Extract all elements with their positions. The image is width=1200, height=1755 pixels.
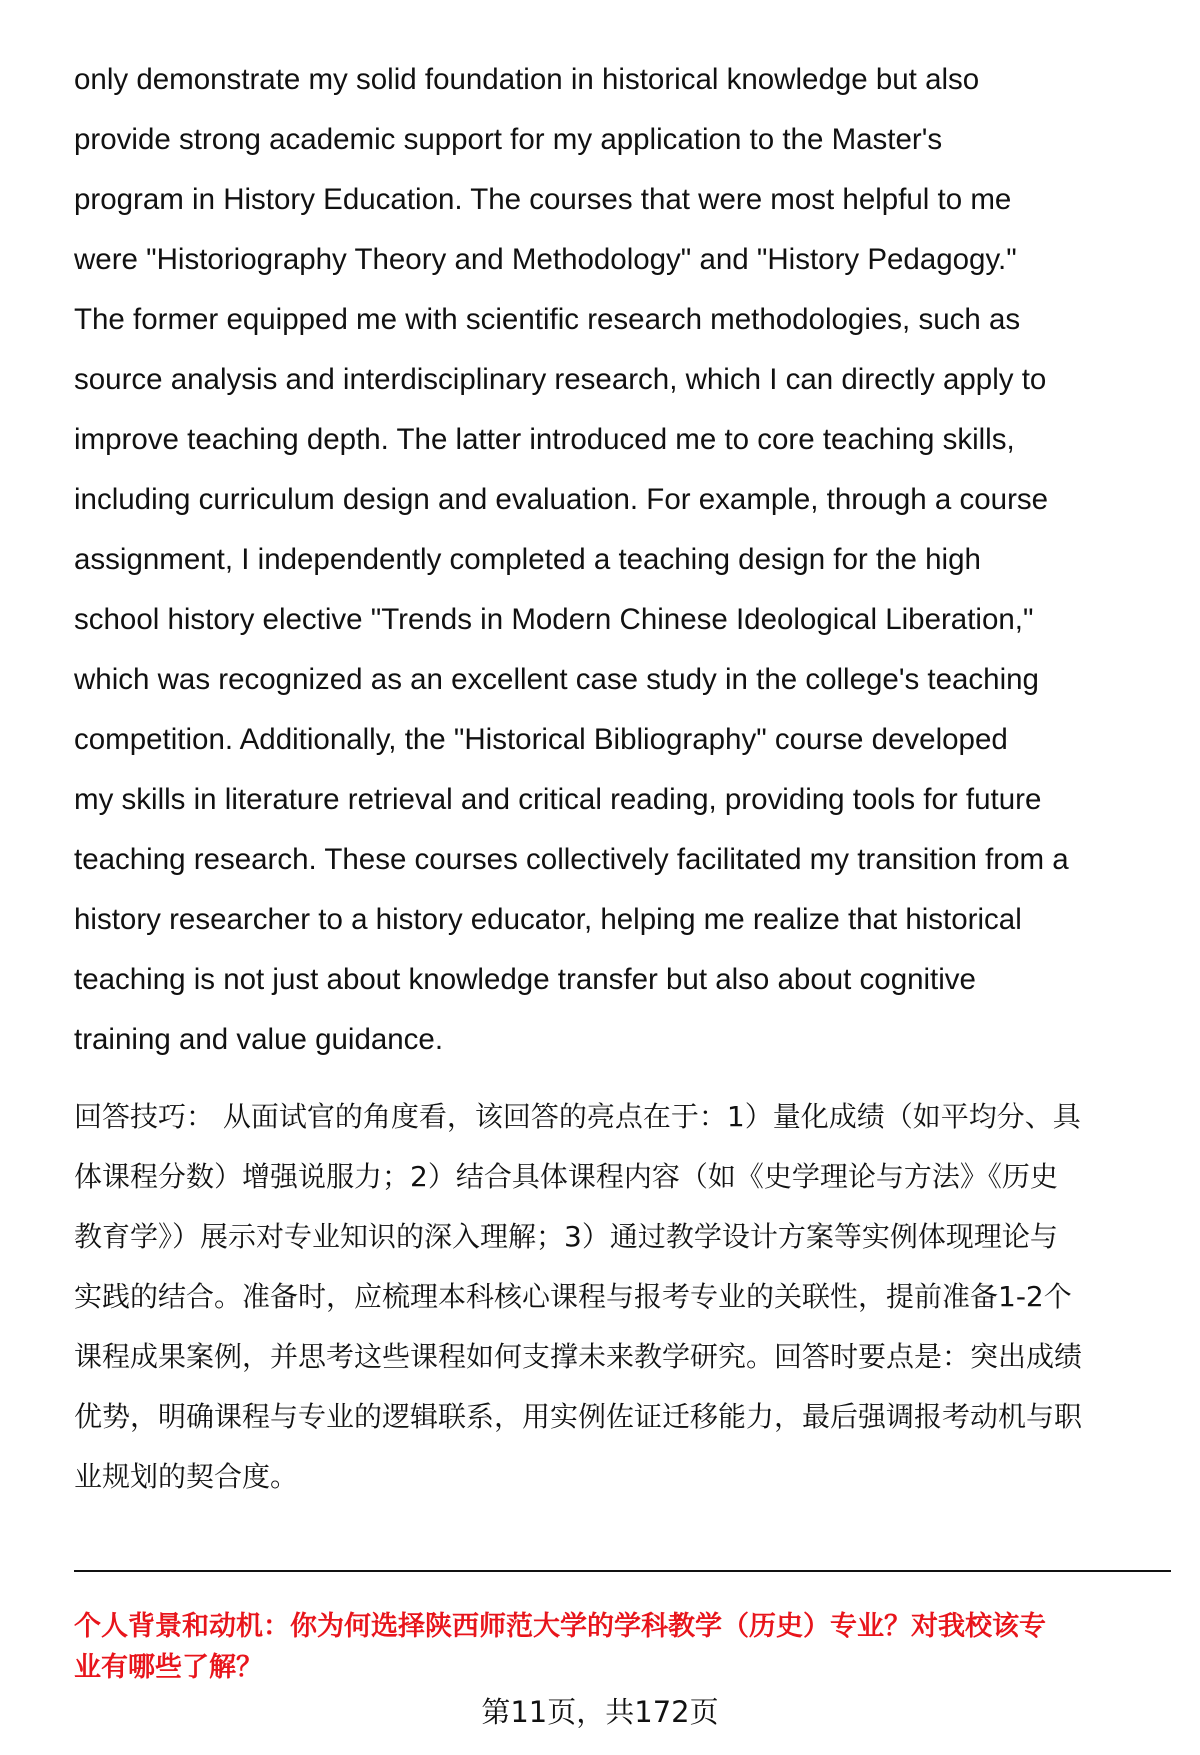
text-line: which was recognized as an excellent case study in the college's teaching [74, 663, 1039, 696]
text-line: my skills in literature retrieval and critical reading, providing tools for future [74, 783, 1042, 816]
text-line: provide strong academic support for my application to the Master's [74, 123, 943, 156]
text-line: The former equipped me with scientific research methodologies, such as [74, 303, 1021, 336]
text-line: 回答技巧： 从面试官的角度看，该回答的亮点在于：1）量化成绩（如平均分、具 [74, 1100, 1081, 1133]
page-number: 第11页，共172页 [481, 1695, 719, 1729]
text-line: assignment, I independently completed a teaching design for the high [74, 543, 981, 576]
text-line: only demonstrate my solid foundation in historical knowledge but also [74, 63, 980, 96]
text-line: 课程成果案例，并思考这些课程如何支撑未来教学研究。回答时要点是：突出成绩 [74, 1340, 1083, 1373]
text-line: including curriculum design and evaluation. For example, through a course [74, 483, 1049, 516]
text-line: teaching is not just about knowledge transfer but also about cognitive [74, 963, 976, 996]
text-line: were "Historiography Theory and Methodology" and "History Pedagogy." [74, 243, 1017, 276]
text-line: 优势，明确课程与专业的逻辑联系，用实例佐证迁移能力，最后强调报考动机与职 [74, 1400, 1083, 1433]
text-line: 实践的结合。准备时，应梳理本科核心课程与报考专业的关联性，提前准备1-2个 [74, 1280, 1072, 1313]
question-heading [74, 1606, 1046, 1688]
text-line: 体课程分数）增强说服力；2）结合具体课程内容（如《史学理论与方法》《历史 [74, 1160, 1058, 1193]
text-line: 教育学》）展示对专业知识的深入理解；3）通过教学设计方案等实例体现理论与 [74, 1220, 1058, 1253]
text-line: school history elective "Trends in Modern Chinese Ideological Liberation," [74, 603, 1034, 636]
text-line: program in History Education. The courses that were most helpful to me [74, 183, 1012, 216]
text-line: teaching research. These courses collectively facilitated my transition from a [74, 843, 1069, 876]
text-line: improve teaching depth. The latter introduced me to core teaching skills, [74, 423, 1015, 456]
divider [74, 1570, 1171, 1572]
text-line: 业规划的契合度。 [74, 1460, 299, 1493]
tips-paragraph [74, 1087, 1082, 1507]
answer-paragraph [74, 50, 1069, 1070]
text-line: competition. Additionally, the "Historical Bibliography" course developed [74, 723, 1008, 756]
text-line: source analysis and interdisciplinary research, which I can directly apply to [74, 363, 1047, 396]
text-line: training and value guidance. [74, 1023, 444, 1056]
text-line: 业有哪些了解？ [74, 1652, 263, 1683]
text-line: 个人背景和动机：你为何选择陕西师范大学的学科教学（历史）专业？对我校该专 [74, 1611, 1046, 1642]
text-line: history researcher to a history educator, helping me realize that historical [74, 903, 1022, 936]
